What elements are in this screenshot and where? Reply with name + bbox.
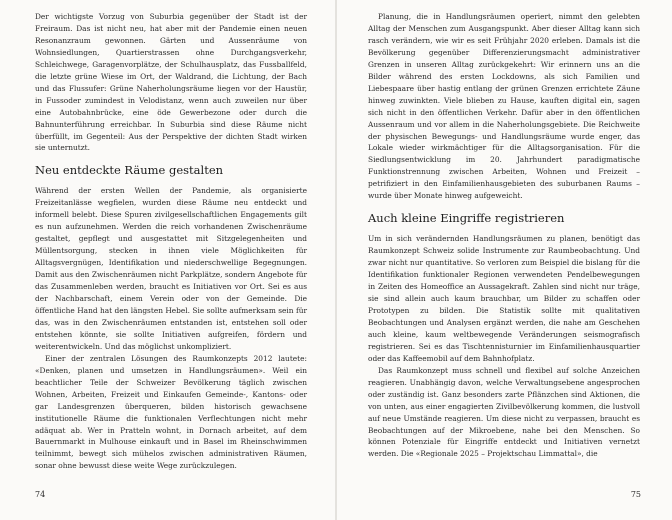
right-page xyxy=(337,0,672,520)
right-paragraph-3: Das Raumkonzept muss schnell und flexibel auf solche Anzeichen reagieren. Unabhängig davon, welche Verwaltungsebene angesprochen oder zuständig ist. Ganz besonders zarte Pflänzchen sind Aktionen, die von unten, aus einer engagierten Zivilbevölkerung kommen, die lustvoll auf neue Umstände reagieren. Um diese nicht zu verpassen, braucht es Beobachtungen auf der Mikroebene, nahe bei den Menschen. So können Potenziale für Eingriffe entdeckt und Initiativen vernetzt werden. Die «Regionale 2025 – Projektschau Limmattal», die xyxy=(368,365,640,459)
left-page-number: 74 xyxy=(35,490,46,499)
right-page-number: 75 xyxy=(630,490,641,499)
left-page-text xyxy=(35,11,307,472)
left-page xyxy=(0,0,335,520)
left-paragraph-3: Einer der zentralen Lösungen des Raumkonzepts 2012 lautete: «Denken, planen und umsetzen in Handlungsräumen». Weil ein beachtlicher Teile der Schweizer Bevölkerung täglich zwischen Wohnen, Arbeiten, Freizeit und Einkaufen Gemeinde-, Kantons- oder gar Landesgrenzen überqueren, bilden historisch gewachsene institutionelle Räume die funktionalen Verflechtungen nicht mehr adäquat ab. Wer in Pratteln wohnt, in Dornach arbeitet, auf dem Bauernmarkt in Mulhouse einkauft und in Basel im Rheinschwimmen teilnimmt, bewegt sich mühelos zwischen administrativen Räumen, sonar ohne bewusst diese weite Wege zurückzulegen. xyxy=(35,353,307,471)
left-section-heading: Neu entdeckte Räume gestalten xyxy=(35,163,224,178)
right-page-text xyxy=(368,11,640,460)
right-paragraph-2: Um in sich verändernden Handlungsräumen zu planen, benötigt das Raumkonzept Schweiz solide Instrumente zur Raumbeobachtung. Und zwar nicht nur quantitative. So verloren zum Beispiel die bislang für die Identifikation funktionaler Regionen verwendeten Pendelbewegungen in Zeiten des Homeoffice an Aussagekraft. Zahlen sind nicht nur träge, sie sind allein auch kaum brauchbar, um Bilder zu schaffen oder Prototypen zu bilden. Die Statistik sollte mit qualitativen Beobachtungen und Analysen ergänzt werden, die nahe am Geschehen auch kleine, kaum weltbewegende Veränderungen seismografisch registrieren. Sei es das Tischtennisturnier im Einfamilienhausquartier oder das Kaffeemobil auf dem Bahnhofplatz. xyxy=(368,234,640,363)
left-paragraph-2: Während der ersten Wellen der Pandemie, als organisierte Freizeitanlässe wegfielen, wurden diese Räume neu entdeckt und informell belebt. Diese Spuren zivilgesellschaftlichen Engagements gilt es nun aufzunehmen. Werden die reich vorhandenen Zwischenräume gestaltet, gepflegt und ausgestattet mit Sitzgelegenheiten und Müllentsorgung, stecken in ihnen viele Möglichkeiten für Alltagsvergnügen, Identifikation und niederschwellige Begegnungen. Damit aus den Zwischenräumen nicht Parkplätze, sondern Angebote für das Zusammenleben werden, braucht es Initiativen vor Ort. Sei es aus der Nachbarschaft, einem Verein oder von der Gemeinde. Die öffentliche Hand hat den längsten Hebel. Sie sollte aufmerksam sein für das, was in den Zwischenräumen entstanden ist, entstehen soll oder entstehen könnte, sie sollte Initiativen aufgreifen, fördern und weiterentwickeln. Und das möglichst unkompliziert. xyxy=(35,186,307,351)
right-paragraph-1: Planung, die in Handlungsräumen operiert, nimmt den gelebten Alltag der Menschen zum Ausgangspunkt. Aber dieser Alltag kann sich rasch verändern, wie wir es seit Frühjahr 2020 erleben. Damals ist die Bevölkerung gegenüber Differenzierungsmacht administrativer Grenzen in unseren Alltag zurückgekehrt: Wir erinnern uns an die Bilder während des ersten Lockdowns, als sich Familien und Liebespaare über hastig entlang der grünen Grenzen errichtete Zäune hinweg zuwinkten. Viele blieben zu Hause, kauften digital ein, sagen sich nicht in den öffentlichen Verkehr. Dafür aber in den öffentlichen Aussenraum und vor allem in die Naherholungsgebiete. Die Reichweite der physischen Bewegungs- und Handlungsräume wurde enger, das Lokale wieder wirkmächtiger für die Alltagsorganisation. Für die Siedlungsentwicklung im 20. Jahrhundert paradigmatische Funktionstrennung zwischen Arbeiten, Wohnen und Freizeit – petrifiziert in den Einfamilienhausgebieten des suburbanen Raums – wurde über Monate hinweg aufgeweicht. xyxy=(368,12,640,201)
left-paragraph-1: Der wichtigste Vorzug von Suburbia gegenüber der Stadt ist der Freiraum. Das ist nicht neu, hat aber mit der Pandemie einen neuen Resonanzraum gewonnen. Gärten und Aussenräume von Wohnsiedlungen, Quartierstrassen ohne Durchgangsverkehr, Schleichwege, Garagenvorplätze, der Schulhausplatz, das Fussballfeld, die letzte grüne Wiese im Ort, der Waldrand, die Lichtung, der Bach und das Flussufer: Grüne Naherholungsräume liegen vor der Haustür, in Fussoder zumindest in Velodistanz, wenn auch zuweilen nur über eine Autobahnbrücke, eine öde Gewerbezone oder durch die Bahnunterführung erreichbar. In Suburbia sind diese Räume nicht überfüllt, im Gegenteil: Aus der Perspektive der dichten Stadt wirken sie unternutzt. xyxy=(35,12,307,153)
right-section-heading: Auch kleine Eingriffe registrieren xyxy=(368,211,565,226)
